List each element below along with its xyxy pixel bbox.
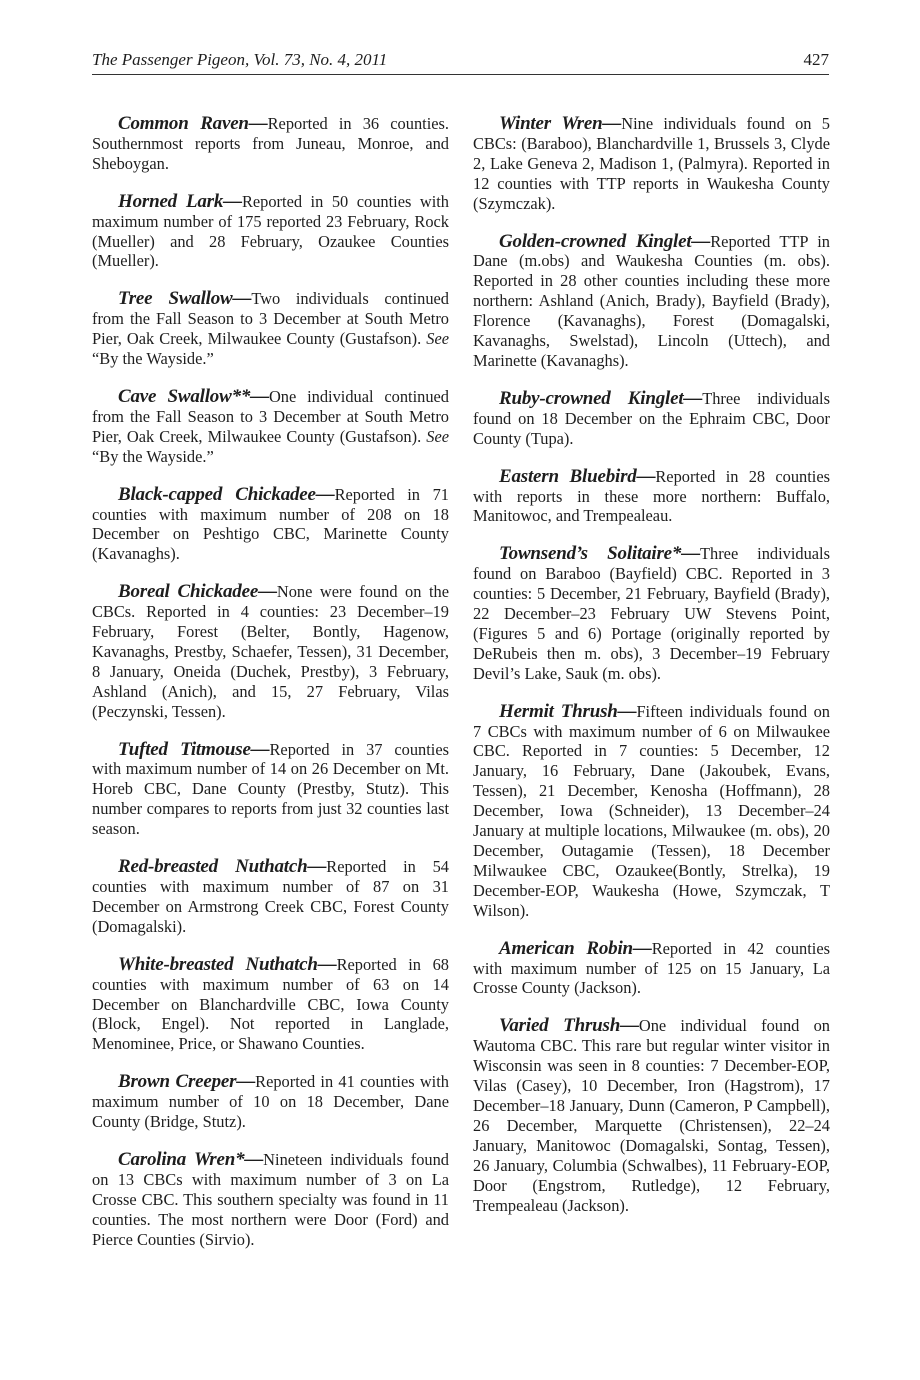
species-name: Brown Creeper— [118,1071,256,1093]
species-account: Fifteen individuals found on 7 CBCs with maximum number of 6 on Milwaukee CBC. Reported in 7 counties: 5 December, 12 January, 16 February, Dane (Jakoubek, Evans, Tessen), 21 December, Kenosha (Hoffmann), 28 December, Iowa (Schneider), 13 December–24 January at multiple locations, Milwaukee (m. obs), 20 December, Outagamie (Tessen), 18 December Milwaukee CBC, Ozaukee(Bontly, Strelka), 19 December-EOP, Waukesha (Howe, Szymczak, T Wilson). [473,701,830,920]
page-number: 427 [803,50,829,69]
species-name: American Robin— [499,937,652,959]
see-reference: See [426,426,449,446]
species-entry [92,387,449,467]
species-entry [92,582,449,721]
running-header [92,44,829,75]
see-reference: See [426,329,449,349]
species-entry [473,544,830,683]
species-name: Varied Thrush— [499,1015,639,1037]
species-account: Nine individuals found on 5 CBCs: (Baraboo), Blanchardville 1, Brussels 3, Clyde 2, Lake Geneva 2, Madison 1, (Palmyra). Reported in 12 counties with TTP reports in Waukesha County (Szymczak). [473,114,830,213]
species-account: Nineteen individuals found on 13 CBCs with maximum number of 3 on La Crosse CBC. This southern specialty was found in 11 counties. The most northern were Door (Ford) and Pierce Counties (Sirvio). [92,1149,449,1249]
species-account: Reported in 41 counties with maximum number of 10 on 18 December, Dane County (Bridge, Stutz). [92,1072,449,1132]
species-name: Winter Wren— [499,113,622,134]
species-account: Reported in 28 counties with reports in these more northern: Buffalo, Manitowoc, and Trempealeau. [473,466,830,526]
species-name: Horned Lark— [118,190,242,212]
species-account: Reported in 42 counties with maximum number of 125 on 15 January, La Crosse County (Jackson). [473,938,831,998]
species-entry [92,1072,449,1132]
species-name: Townsend’s Solitaire*— [499,543,700,565]
species-account: Reported in 37 counties with maximum number of 14 on 26 December on Mt. Horeb CBC, Dane County (Prestby, Stutz). This number compares to reports from just 32 counties last season. [92,739,449,839]
species-entry [473,939,830,999]
species-entry [92,955,449,1055]
reference-title: “By the Wayside.” [92,349,214,369]
species-entry [473,232,830,371]
journal-citation: The Passenger Pigeon, Vol. 73, No. 4, 2011 [92,50,388,69]
species-name: Ruby-crowned Kinglet— [499,387,703,409]
species-name: Carolina Wren*— [118,1148,264,1170]
species-name: Eastern Bluebird— [499,465,656,487]
species-account: Two individuals continued from the Fall Season to 3 December at South Metro Pier, Oak Creek, Milwaukee County (Gustafson). [92,289,449,349]
species-entry [92,1150,449,1250]
species-name: Black-capped Chickadee— [118,483,335,505]
species-account: Reported in 68 counties with maximum number of 63 on 14 December on Blanchardville CBC, Iowa County (Block, Engel). Not reported in Langlade, Menominee, Price, or Shawano Counties. [92,954,449,1054]
species-name: White-breasted Nuthatch— [118,953,337,975]
species-entry [92,485,449,565]
species-account: One individual found on Wautoma CBC. This rare but regular winter visitor in Wisconsin was seen in 8 counties: 7 December-EOP, Vilas (Casey), 10 December, Iron (Hagstrom), 17 December–18 January, Dunn (Cameron, P Campbell), 26 December, Marquette (Christensen), 22–24 January, Manitowoc (Domagalski, Sontag, Tessen), 26 January, Columbia (Schwalbes), 11 February-EOP, Door (Engstrom, Rutledge), 12 February, Trempealeau (Jackson). [473,1016,831,1215]
species-entry [473,114,830,214]
species-entry [473,389,830,449]
species-entry [92,857,449,937]
species-entry [473,467,830,527]
species-account: Reported in 36 counties. Southernmost reports from Juneau, Monroe, and Sheboygan. [92,114,449,173]
species-name: Red-breasted Nuthatch— [118,856,327,878]
species-name: Cave Swallow**— [118,385,269,407]
species-account: Reported in 71 counties with maximum number of 208 on 18 December on Peshtigo CBC, Marinette County (Kavanaghs). [92,484,449,564]
species-account: Reported in 54 counties with maximum number of 87 on 31 December on Armstrong Creek CBC, Forest County (Domagalski). [92,857,449,936]
reference-title: “By the Wayside.” [92,446,214,466]
species-name: Boreal Chickadee— [118,581,277,603]
right-column [473,114,830,1233]
species-name: Tufted Titmouse— [118,738,270,760]
species-account: Reported in 50 counties with maximum number of 175 reported 23 February, Rock (Mueller) and 28 February, Ozaukee Counties (Mueller). [92,191,450,271]
species-entry [92,740,449,840]
species-name: Golden-crowned Kinglet— [499,230,711,252]
species-entry [92,192,449,272]
species-account: Three individuals found on Baraboo (Bayfield) CBC. Reported in 3 counties: 5 December, 21 February, Bayfield (Brady), 22 December–23 February UW Stevens Point, (Figures 5 and 6) Portage (originally reported by DeRubeis then m. obs), 3 December–19 February Devil’s Lake, Sauk (m. obs). [473,544,830,683]
species-entry [92,114,449,174]
species-name: Tree Swallow— [118,288,252,310]
species-account: None were found on the CBCs. Reported in 4 counties: 23 December–19 February, Forest (Belter, Bontly, Hagenow, Kavanaghs, Prestby, Schaefer, Tessen), 31 December, 8 January, Oneida (Duchek, Prestby), 3 February, Ashland (Anich), and 15, 27 February, Vilas (Peczynski, Tessen). [92,582,449,721]
species-name: Common Raven— [118,113,268,134]
species-entry [473,1016,830,1215]
species-entry [92,289,449,369]
species-entry [473,702,830,921]
species-account: Reported TTP in Dane (m.obs) and Waukesha Counties (m. obs). Reported in 28 other counties including these more northern: Ashland (Anich, Brady), Bayfield (Brady), Florence (Kavanaghs), Forest (Domagalski, Kavanaghs, Swelstad), Lincoln (Uttech), and Marinette (Kavanaghs). [473,231,830,370]
left-column [92,114,449,1268]
species-name: Hermit Thrush— [499,700,637,722]
species-account: Three individuals found on 18 December on the Ephraim CBC, Door County (Tupa). [473,388,830,448]
species-account: One individual continued from the Fall Season to 3 December at South Metro Pier, Oak Creek, Milwaukee County (Gustafson). [92,386,449,446]
